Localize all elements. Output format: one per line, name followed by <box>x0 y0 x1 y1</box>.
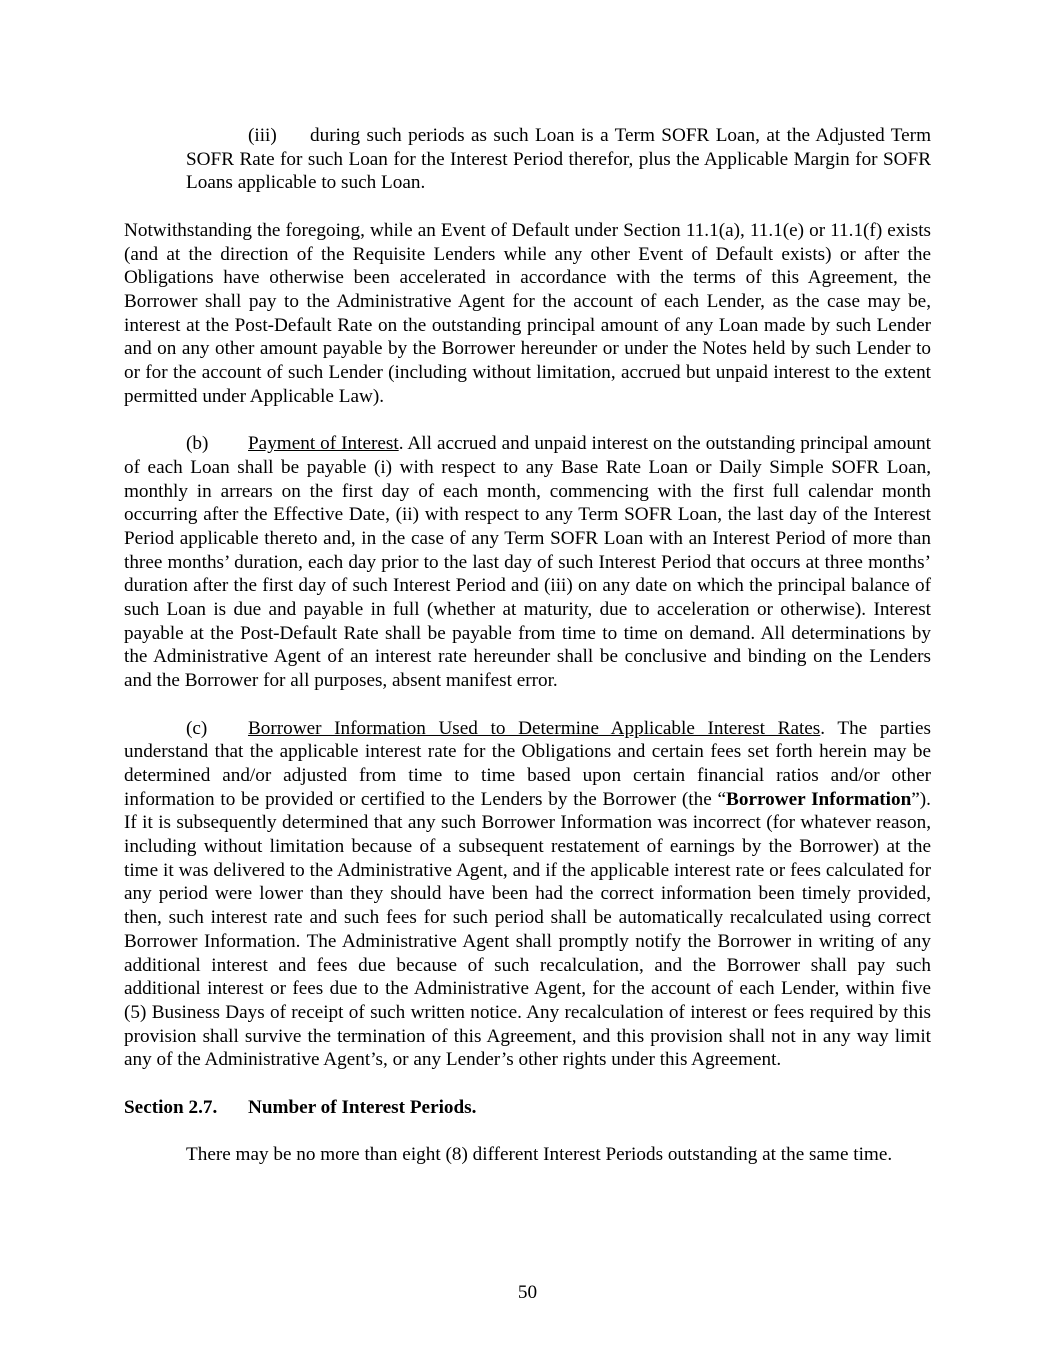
section-2-7-title: Number of Interest Periods. <box>248 1096 477 1118</box>
section-c-text-before: . The parties understand that the applicable interest rate for the Obligations and certain fees set forth herein may be determined and/or adjusted from time to time based upon certain financial ratios and/or other information to be provided or certified to the Lenders by the Borrower (the “ <box>124 717 931 810</box>
notwithstanding-paragraph: Notwithstanding the foregoing, while an Event of Default under Section 11.1(a), 11.1(e) or 11.1(f) exists (and at the direction of the Requisite Lenders while any other Event of Default exists) or after the Obligations have otherwise been accelerated in accordance with the terms of this Agreement, the Borrower shall pay to the Administrative Agent for the account of each Lender, as the case may be, interest at the Post-Default Rate on the outstanding principal amount of any Loan made by such Lender and on any other amount payable by the Borrower hereunder or under the Notes held by such Lender to or for the account of such Lender (including without limitation, accrued but unpaid interest to the extent permitted under Applicable Law). <box>124 219 931 407</box>
section-b-marker: (b) <box>186 433 209 455</box>
section-2-7-paragraph: There may be no more than eight (8) different Interest Periods outstanding at the same time. <box>186 1144 893 1166</box>
document-page <box>124 124 931 1167</box>
section-c-paragraph <box>124 717 931 1073</box>
clause-iii-marker: (iii) <box>248 125 277 146</box>
section-b-text: . All accrued and unpaid interest on the outstanding principal amount of each Loan shall be payable (i) with respect to any Base Rate Loan or Daily Simple SOFR Loan, monthly in arrears on the first day of each month, commencing with the first full calendar month occurring after the Effective Date, (ii) with respect to any Term SOFR Loan, the last day of the Interest Period applicable thereto and, in the case of any Term SOFR Loan with an Interest Period of more than three months’ duration, each day prior to the last day of such Interest Period that occurs at three months’ duration after the first day of such Interest Period and (iii) on any date on which the principal balance of such Loan is due and payable in full (whether at maturity, due to acceleration or otherwise). Interest payable at the Post-Default Rate shall be payable from time to time on demand. All determinations by the Administrative Agent of an interest rate hereunder shall be conclusive and binding on the Lenders and the Borrower for all purposes, absent manifest error. <box>124 433 931 692</box>
section-b-paragraph <box>124 432 931 693</box>
section-c-defined-term: Borrower Information <box>726 788 912 810</box>
section-c-text-after: ”). If it is subsequently determined that any such Borrower Information was incorrect (for whatever reason, including without limitation because of a subsequent restatement of earnings by the Borrower) at the time it was delivered to the Administrative Agent, and if the applicable interest rate or fees calculated for any period were lower than they should have been had the correct information been timely provided, then, such interest rate and such fees for such period shall be automatically recalculated using correct Borrower Information. The Administrative Agent shall promptly notify the Borrower in writing of any additional interest and fees due because of such recalculation, and the Borrower shall pay such additional interest or fees due to the Administrative Agent, for the account of each Lender, within five (5) Business Days of receipt of such written notice. Any recalculation of interest or fees required by this provision shall survive the termination of this Agreement, and this provision shall not in any way limit any of the Administrative Agent’s, or any Lender’s other rights under this Agreement. <box>124 788 931 1071</box>
section-c-title: Borrower Information Used to Determine Applicable Interest Rates <box>248 717 821 739</box>
page-number: 50 <box>517 1282 538 1303</box>
section-2-7-number: Section 2.7. <box>124 1096 218 1118</box>
section-c-marker: (c) <box>186 717 208 739</box>
section-b-title: Payment of Interest <box>248 433 399 455</box>
clause-iii <box>186 124 931 195</box>
section-2-7-heading <box>124 1096 931 1120</box>
clause-iii-text: during such periods as such Loan is a Term SOFR Loan, at the Adjusted Term SOFR Rate for such Loan for the Interest Period therefor, plus the Applicable Margin for SOFR Loans applicable to such Loan. <box>186 125 931 194</box>
